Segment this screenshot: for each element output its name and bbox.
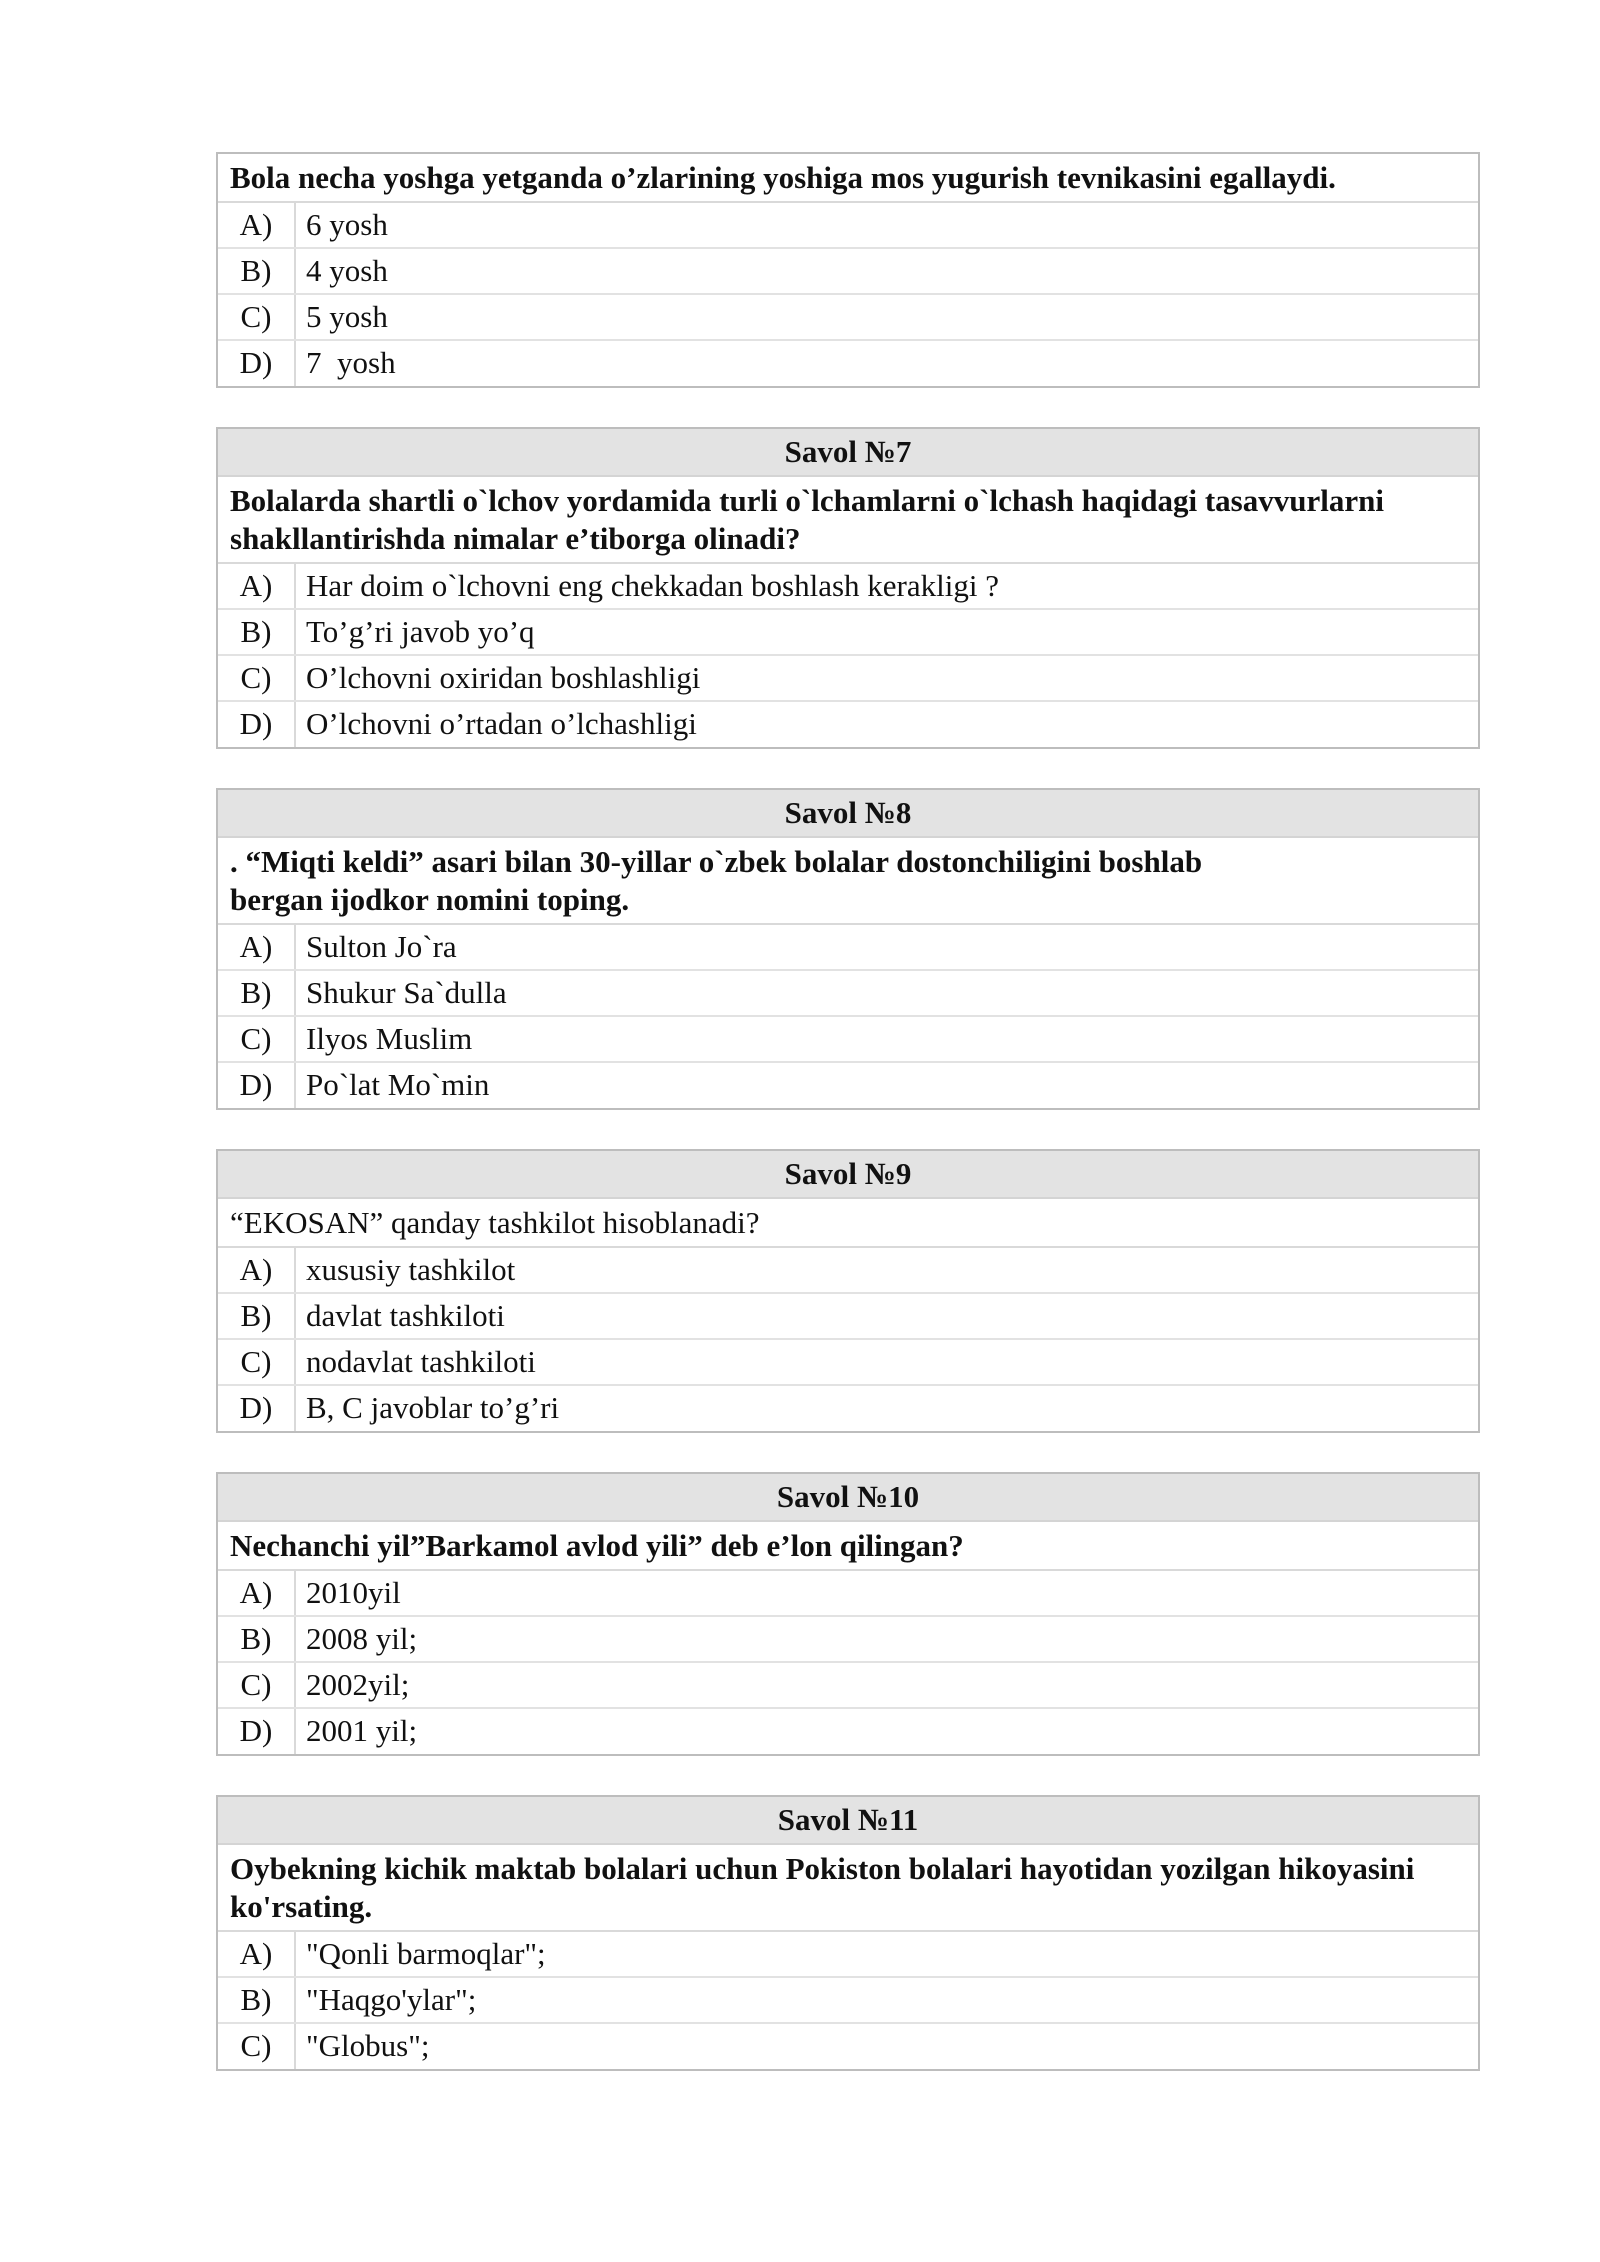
option-letter: B) [218, 971, 296, 1015]
option-letter: B) [218, 249, 296, 293]
option-letter: D) [218, 1709, 296, 1754]
option-letter: D) [218, 702, 296, 747]
question-header: Savol №11 [218, 1797, 1478, 1845]
question-text: . “Miqti keldi” asari bilan 30-yillar o`zbek bolalar dostonchiligini boshlab bergan ijodkor nomini toping. [218, 838, 1478, 925]
option-letter: A) [218, 1248, 296, 1292]
option-text: 2002yil; [306, 1667, 410, 1702]
option-letter: C) [218, 1663, 296, 1707]
option-letter: B) [218, 610, 296, 654]
option-letter: C) [218, 1340, 296, 1384]
option-letter: A) [218, 925, 296, 969]
option-row-b[interactable] [218, 1294, 1478, 1340]
option-letter: A) [218, 1571, 296, 1615]
option-row-a[interactable] [218, 1932, 1478, 1978]
question-header: Savol №9 [218, 1151, 1478, 1199]
option-row-c[interactable] [218, 656, 1478, 702]
option-row-b[interactable] [218, 1617, 1478, 1663]
option-text: O’lchovni o’rtadan o’lchashligi [306, 706, 697, 741]
option-row-c[interactable] [218, 1663, 1478, 1709]
option-letter: C) [218, 656, 296, 700]
option-text: 2008 yil; [306, 1621, 418, 1656]
option-letter: C) [218, 2024, 296, 2069]
option-row-d[interactable] [218, 702, 1478, 747]
option-text: davlat tashkiloti [306, 1298, 505, 1333]
option-row-a[interactable] [218, 1248, 1478, 1294]
option-text: 7 yosh [306, 345, 396, 380]
option-row-b[interactable] [218, 1978, 1478, 2024]
option-text: 2010yil [306, 1575, 401, 1610]
option-letter: B) [218, 1978, 296, 2022]
option-row-c[interactable] [218, 2024, 1478, 2069]
question-block-11 [216, 1795, 1480, 2071]
question-block-9 [216, 1149, 1480, 1433]
option-letter: A) [218, 1932, 296, 1976]
option-text: Po`lat Mo`min [306, 1067, 490, 1102]
question-block-10 [216, 1472, 1480, 1756]
option-text: O’lchovni oxiridan boshlashligi [306, 660, 701, 695]
option-letter: D) [218, 1063, 296, 1108]
option-letter: D) [218, 1386, 296, 1431]
option-row-c[interactable] [218, 295, 1478, 341]
option-text: 6 yosh [306, 207, 388, 242]
option-text: xususiy tashkilot [306, 1252, 516, 1287]
option-text: 4 yosh [306, 253, 388, 288]
option-letter: C) [218, 1017, 296, 1061]
option-row-d[interactable] [218, 1386, 1478, 1431]
question-header: Savol №10 [218, 1474, 1478, 1522]
option-row-a[interactable] [218, 1571, 1478, 1617]
option-text: "Haqgo'ylar"; [306, 1982, 477, 2017]
question-block-8 [216, 788, 1480, 1110]
option-letter: C) [218, 295, 296, 339]
option-row-b[interactable] [218, 249, 1478, 295]
option-text: B, C javoblar to’g’ri [306, 1390, 560, 1425]
option-text: "Qonli barmoqlar"; [306, 1936, 546, 1971]
question-header: Savol №7 [218, 429, 1478, 477]
question-text: “EKOSAN” qanday tashkilot hisoblanadi? [218, 1199, 1478, 1248]
option-text: "Globus"; [306, 2028, 430, 2063]
option-row-c[interactable] [218, 1017, 1478, 1063]
question-text: Bolalarda shartli o`lchov yordamida turli o`lchamlarni o`lchash haqidagi tasavvurlarni shakllantirishda nimalar e’tiborga olinadi? [218, 477, 1478, 564]
option-text: 5 yosh [306, 299, 388, 334]
option-row-d[interactable] [218, 1709, 1478, 1754]
question-block-7 [216, 427, 1480, 749]
question-block-6 [216, 152, 1480, 388]
question-text: Nechanchi yil”Barkamol avlod yili” deb e’lon qilingan? [218, 1522, 1478, 1571]
option-text: Ilyos Muslim [306, 1021, 473, 1056]
option-text: nodavlat tashkiloti [306, 1344, 536, 1379]
option-row-c[interactable] [218, 1340, 1478, 1386]
option-row-d[interactable] [218, 341, 1478, 386]
option-text: To’g’ri javob yo’q [306, 614, 535, 649]
option-letter: B) [218, 1617, 296, 1661]
option-letter: D) [218, 341, 296, 386]
question-text: Oybekning kichik maktab bolalari uchun Pokiston bolalari hayotidan yozilgan hikoyasini ko'rsating. [218, 1845, 1478, 1932]
option-text: Shukur Sa`dulla [306, 975, 507, 1010]
question-header: Savol №8 [218, 790, 1478, 838]
option-letter: B) [218, 1294, 296, 1338]
option-text: 2001 yil; [306, 1713, 418, 1748]
option-letter: A) [218, 203, 296, 247]
option-row-a[interactable] [218, 925, 1478, 971]
option-row-d[interactable] [218, 1063, 1478, 1108]
quiz [216, 152, 1480, 2110]
option-row-a[interactable] [218, 203, 1478, 249]
option-row-a[interactable] [218, 564, 1478, 610]
option-letter: A) [218, 564, 296, 608]
option-text: Sulton Jo`ra [306, 929, 457, 964]
option-text: Har doim o`lchovni eng chekkadan boshlash kerakligi ? [306, 568, 999, 603]
option-row-b[interactable] [218, 971, 1478, 1017]
option-row-b[interactable] [218, 610, 1478, 656]
question-text: Bola necha yoshga yetganda o’zlarining yoshiga mos yugurish tevnikasini egallaydi. [218, 154, 1478, 203]
